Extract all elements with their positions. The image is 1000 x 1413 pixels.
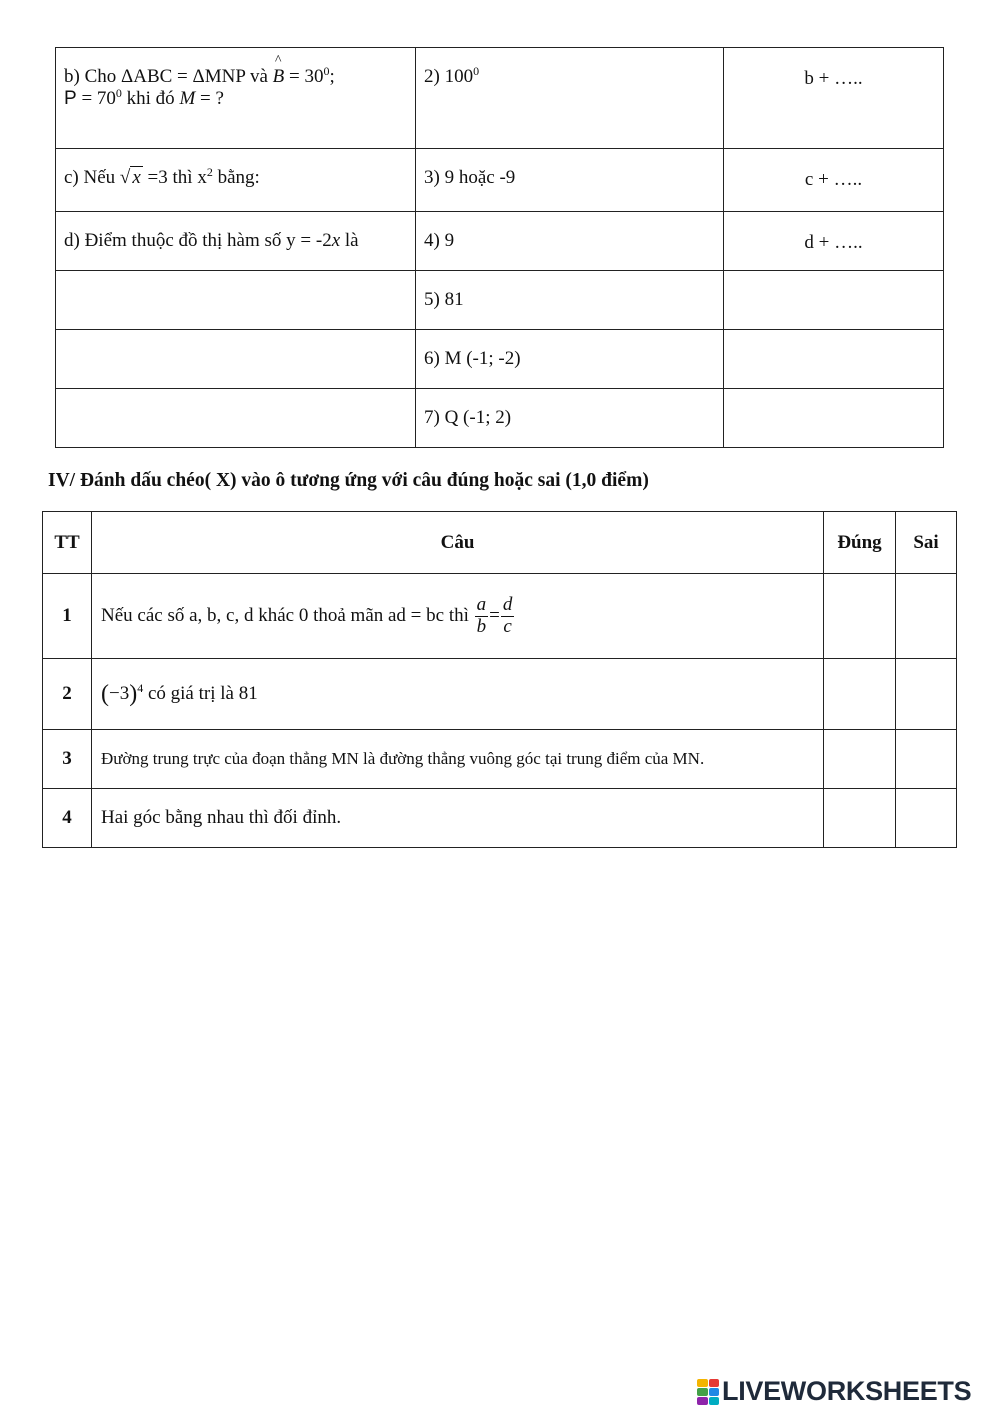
row-number: 3 bbox=[43, 730, 92, 789]
angle-p-value: = 70 bbox=[76, 88, 116, 109]
question-d bbox=[56, 212, 416, 271]
row-number: 1 bbox=[43, 574, 92, 659]
table-row bbox=[56, 48, 944, 149]
question-d-end: là bbox=[340, 230, 359, 251]
false-checkbox-2[interactable] bbox=[896, 659, 957, 730]
paren-open: ( bbox=[101, 680, 109, 707]
answer-4 bbox=[416, 212, 724, 271]
answer-5-text: 5) 81 bbox=[424, 289, 464, 310]
question-d-var: x bbox=[331, 230, 341, 251]
angle-b-value: = 30 bbox=[284, 66, 324, 87]
fraction-a-b bbox=[475, 595, 489, 638]
section-heading: IV/ Đánh dấu chéo( X) vào ô tương ứng với câu đúng hoặc sai (1,0 điểm) bbox=[48, 470, 649, 491]
empty-cell bbox=[56, 389, 416, 448]
fraction-denominator: b bbox=[476, 615, 487, 637]
answer-2-text: 2) 100 bbox=[424, 66, 474, 87]
table-row bbox=[56, 389, 944, 448]
question-d-text: d) Điểm thuộc đồ thị hàm số y = -2 bbox=[64, 230, 332, 251]
sqrt-symbol: √ x bbox=[119, 167, 141, 188]
degree-sup: 0 bbox=[115, 86, 122, 100]
matching-table bbox=[55, 47, 944, 448]
true-checkbox-2[interactable] bbox=[824, 659, 896, 730]
header-true: Đúng bbox=[824, 512, 896, 574]
question-b-end: = ? bbox=[195, 88, 224, 109]
fraction-denominator: c bbox=[503, 615, 512, 637]
table-row bbox=[56, 330, 944, 389]
question-c bbox=[56, 149, 416, 212]
answer-7 bbox=[416, 389, 724, 448]
degree-sup: 0 bbox=[323, 64, 330, 78]
empty-cell bbox=[724, 389, 944, 448]
table-row bbox=[56, 271, 944, 330]
statement-2-text: có giá trị là 81 bbox=[143, 682, 258, 704]
match-slot-b[interactable] bbox=[724, 48, 944, 149]
angle-b-symbol: ^ B bbox=[273, 66, 285, 88]
true-false-table bbox=[42, 511, 957, 848]
answer-4-text: 4) 9 bbox=[424, 230, 455, 251]
answer-7-text: 7) Q (-1; 2) bbox=[424, 407, 512, 428]
header-question: Câu bbox=[92, 512, 824, 574]
square-sup: 2 bbox=[206, 165, 213, 179]
match-slot-d[interactable] bbox=[724, 212, 944, 271]
table-row bbox=[56, 212, 944, 271]
table-row bbox=[56, 149, 944, 212]
empty-cell bbox=[56, 271, 416, 330]
statement-4: Hai góc bằng nhau thì đối đỉnh. bbox=[92, 789, 824, 848]
answer-2 bbox=[416, 48, 724, 149]
table-row bbox=[43, 730, 957, 789]
match-slot-c-text: c + ….. bbox=[804, 169, 863, 190]
statement-3: Đường trung trực của đoạn thẳng MN là đường thẳng vuông góc tại trung điểm của MN. bbox=[92, 730, 824, 789]
semicolon: ; bbox=[329, 66, 335, 87]
paren-close: ) bbox=[129, 680, 138, 707]
liveworksheets-logo-icon bbox=[697, 1379, 719, 1405]
false-checkbox-3[interactable] bbox=[896, 730, 957, 789]
angle-m-symbol: M bbox=[179, 88, 196, 109]
row-number: 4 bbox=[43, 789, 92, 848]
match-slot-c[interactable] bbox=[724, 149, 944, 212]
question-c-text: c) Nếu bbox=[64, 167, 120, 188]
statement-2 bbox=[92, 659, 824, 730]
question-b-text: b) Cho ΔABC = ΔMNP và bbox=[64, 66, 273, 87]
empty-cell bbox=[724, 271, 944, 330]
logo-text: LIVEWORKSHEETS bbox=[722, 1376, 972, 1406]
true-checkbox-3[interactable] bbox=[824, 730, 896, 789]
empty-cell bbox=[56, 330, 416, 389]
true-checkbox-1[interactable] bbox=[824, 574, 896, 659]
question-b-mid: khi đó bbox=[121, 88, 180, 109]
angle-p-symbol: P bbox=[64, 88, 77, 109]
question-c-end: bằng: bbox=[212, 167, 260, 188]
row-number: 2 bbox=[43, 659, 92, 730]
fraction-d-c bbox=[501, 595, 515, 638]
answer-6 bbox=[416, 330, 724, 389]
true-checkbox-4[interactable] bbox=[824, 789, 896, 848]
liveworksheets-logo bbox=[697, 1376, 971, 1407]
statement-1-text: Nếu các số a, b, c, d khác 0 thoả mãn ad = bc thì bbox=[101, 604, 474, 626]
statement-1 bbox=[92, 574, 824, 659]
false-checkbox-1[interactable] bbox=[896, 574, 957, 659]
degree-sup: 0 bbox=[473, 64, 480, 78]
table-row bbox=[43, 574, 957, 659]
answer-3-text: 3) 9 hoặc -9 bbox=[424, 167, 516, 188]
answer-6-text: 6) M (-1; -2) bbox=[424, 348, 521, 369]
table-row bbox=[43, 659, 957, 730]
answer-5 bbox=[416, 271, 724, 330]
match-slot-d-text: d + ….. bbox=[804, 232, 863, 253]
answer-3 bbox=[416, 149, 724, 212]
sqrt-radicand: x bbox=[132, 167, 141, 188]
table-header-row bbox=[43, 512, 957, 574]
match-slot-b-text: b + ….. bbox=[804, 68, 863, 89]
empty-cell bbox=[724, 330, 944, 389]
false-checkbox-4[interactable] bbox=[896, 789, 957, 848]
table-row bbox=[43, 789, 957, 848]
power-exponent: 4 bbox=[137, 680, 144, 695]
header-false: Sai bbox=[896, 512, 957, 574]
header-tt: TT bbox=[43, 512, 92, 574]
power-base: −3 bbox=[109, 682, 130, 704]
question-b bbox=[56, 48, 416, 149]
equals-sign: = bbox=[489, 604, 500, 626]
fraction-numerator: d bbox=[502, 593, 513, 615]
question-c-eq: =3 thì x bbox=[142, 167, 207, 188]
fraction-numerator: a bbox=[476, 593, 487, 615]
